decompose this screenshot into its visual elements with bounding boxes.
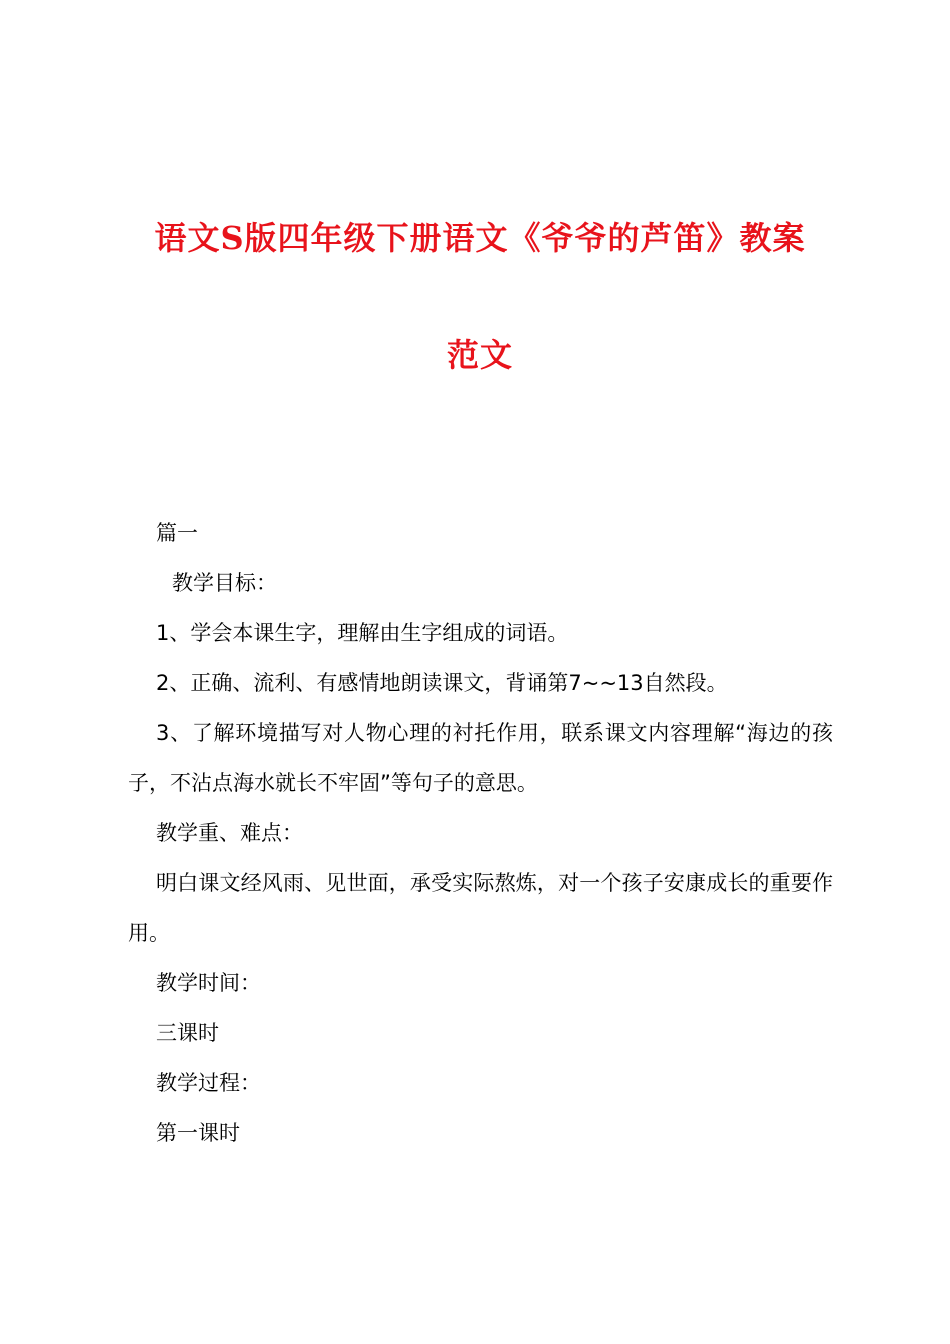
first-lesson-label: 第一课时 [156, 1121, 240, 1145]
heading-teaching-goals: 教学目标： [172, 571, 277, 595]
section-label: 篇一 [156, 521, 198, 545]
teaching-time-value: 三课时 [156, 1021, 219, 1045]
goal-item-3: 3、了解环境描写对人物心理的衬托作用，联系课文内容理解“海边的孩子，不沾点海水就长不牢固”等句子的意思。 [128, 721, 833, 795]
document-title-line-1: 语文S版四年级下册语文《爷爷的芦笛》教案 [154, 219, 806, 257]
heading-key-points: 教学重、难点： [156, 821, 303, 845]
document-body [128, 508, 833, 1158]
goal-item-2: 2、正确、流利、有感情地朗读课文，背诵第7~~13自然段。 [156, 671, 728, 695]
heading-teaching-process: 教学过程： [156, 1071, 261, 1095]
document-title-line-2: 范文 [446, 336, 513, 374]
key-points-text: 明白课文经风雨、见世面，承受实际熬炼，对一个孩子安康成长的重要作用。 [128, 871, 833, 945]
heading-teaching-time: 教学时间： [156, 971, 261, 995]
goal-item-1: 1、学会本课生字，理解由生字组成的词语。 [156, 621, 569, 645]
